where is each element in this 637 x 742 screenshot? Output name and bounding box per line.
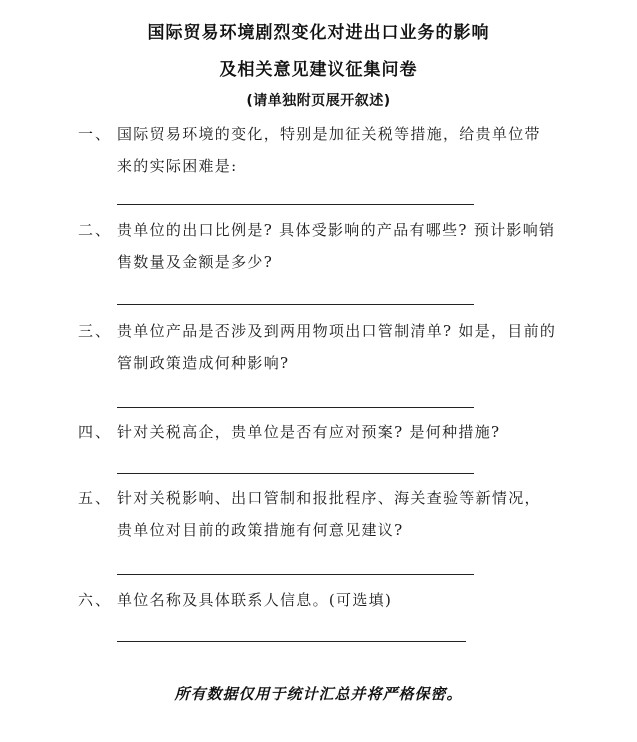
answer-line[interactable] <box>117 407 474 408</box>
question-text: 针对关税高企，贵单位是否有应对预案? 是何种措施? <box>117 423 501 441</box>
question-text: 单位名称及具体联系人信息。(可选填) <box>117 591 393 609</box>
question-number: 二、 <box>78 221 113 239</box>
answer-line[interactable] <box>117 473 474 474</box>
answer-line[interactable] <box>117 641 466 642</box>
question-number: 三、 <box>78 322 113 340</box>
question-number: 六、 <box>78 591 113 609</box>
question-number: 五、 <box>78 489 113 507</box>
answer-line[interactable] <box>117 574 474 575</box>
question-number: 一、 <box>78 125 113 143</box>
answer-line[interactable] <box>117 304 474 305</box>
question-text: 国际贸易环境的变化，特别是加征关税等措施，给贵单位带来的实际困难是: <box>117 125 541 175</box>
question-number: 四、 <box>78 423 113 441</box>
question-text: 贵单位的出口比例是? 具体受影响的产品有哪些? 预计影响销售数量及金额是多少? <box>117 221 556 271</box>
confidentiality-note: 所有数据仅用于统计汇总并将严格保密。 <box>174 685 463 703</box>
title-note: (请单独附页展开叙述) <box>246 93 391 109</box>
question-text: 贵单位产品是否涉及到两用物项出口管制清单? 如是，目前的管制政策造成何种影响? <box>117 322 557 372</box>
title-line-1: 国际贸易环境剧烈变化对进出口业务的影响 <box>147 23 490 43</box>
question-text: 针对关税影响、出口管制和报批程序、海关查验等新情况，贵单位对目前的政策措施有何意见建议? <box>117 489 541 539</box>
answer-line[interactable] <box>117 204 474 205</box>
title-line-2: 及相关意见建议征集问卷 <box>219 60 418 80</box>
